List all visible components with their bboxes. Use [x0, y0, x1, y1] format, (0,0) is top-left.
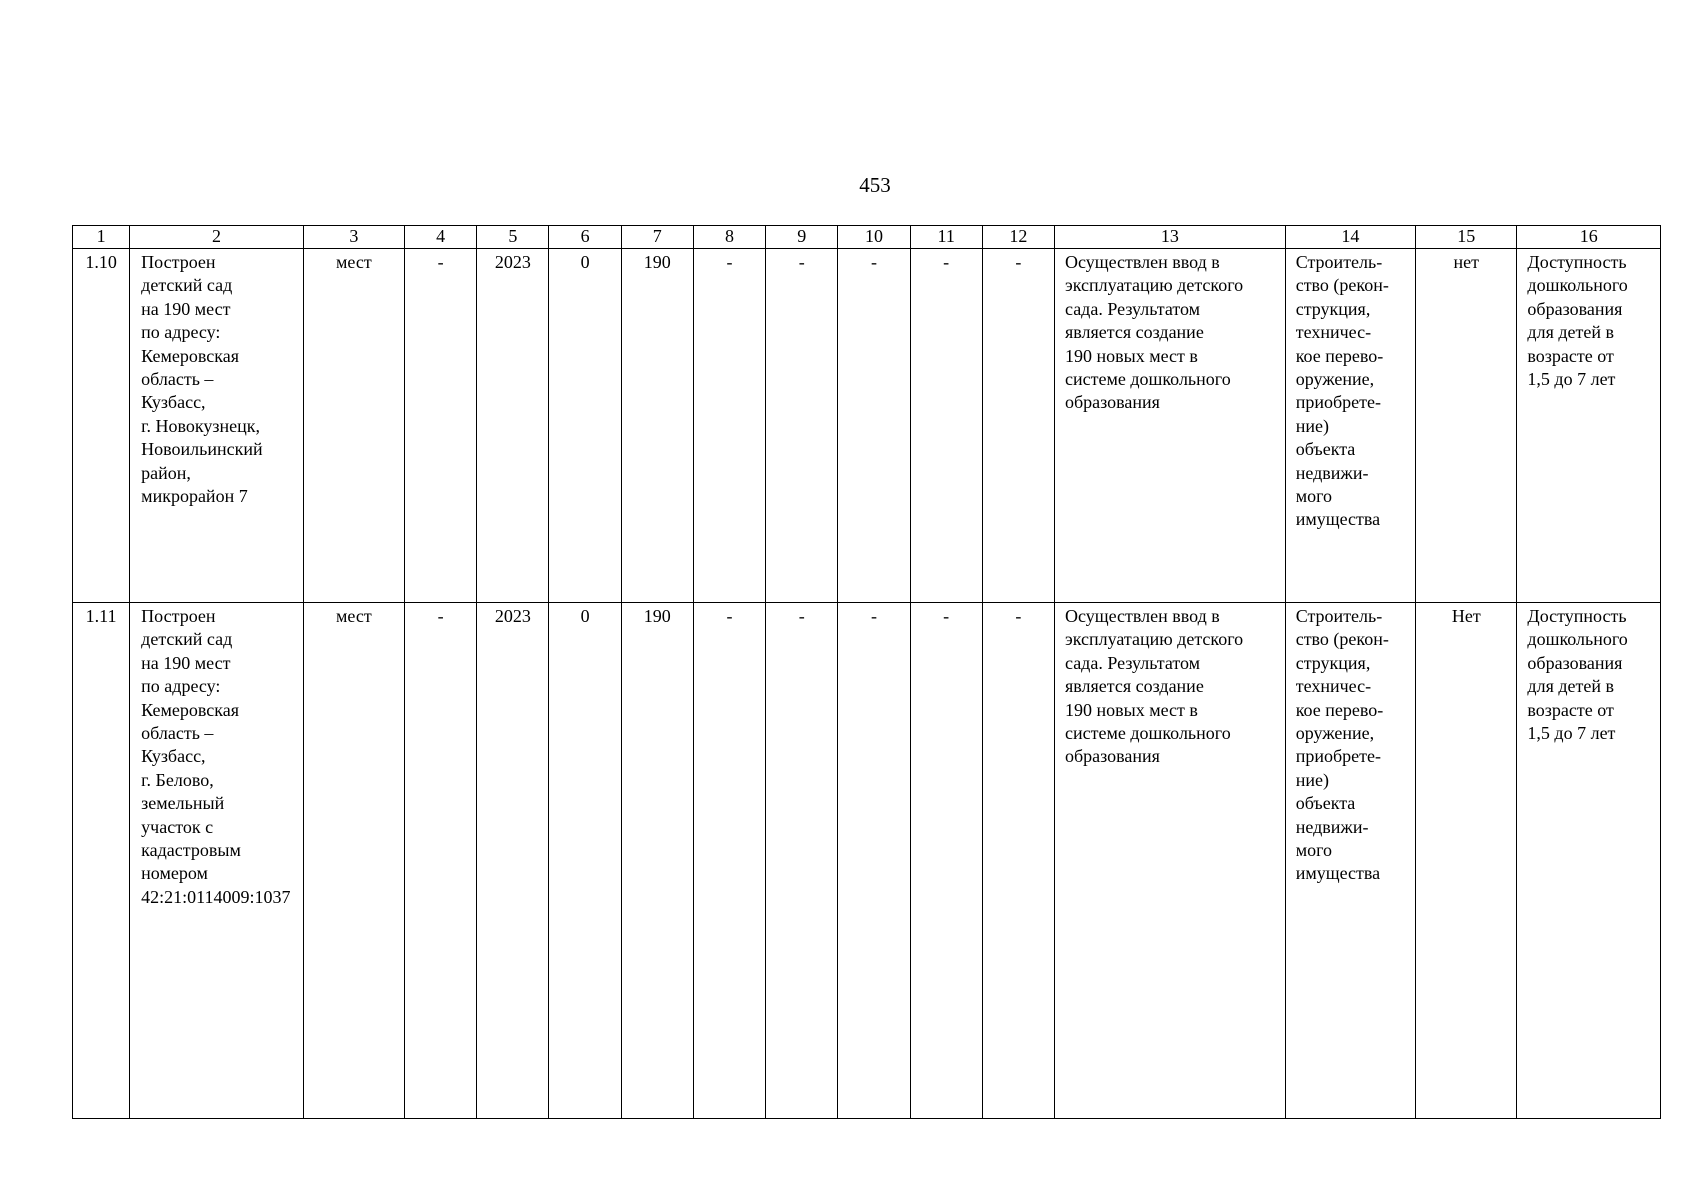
- result-name-cell: Построен детский сад на 190 мест по адресу: Кемеровская область – Кузбасс, г. Новокузнецк, Новоильинский район, микрорайон 7: [130, 249, 304, 603]
- value-cell: -: [838, 603, 910, 1119]
- column-header: 14: [1285, 226, 1415, 249]
- value-cell: 190: [621, 249, 693, 603]
- value-cell: -: [910, 603, 982, 1119]
- column-header: 7: [621, 226, 693, 249]
- column-header: 13: [1054, 226, 1285, 249]
- value-cell: 190: [621, 603, 693, 1119]
- column-header: 15: [1416, 226, 1517, 249]
- value-cell: 0: [549, 603, 621, 1119]
- column-header: 2: [130, 226, 304, 249]
- row-number-cell: 1.10: [73, 249, 130, 603]
- column-header: 4: [405, 226, 477, 249]
- value-cell: -: [405, 249, 477, 603]
- column-header: 9: [766, 226, 838, 249]
- type-cell: Строитель- ство (рекон- струкция, техничес- кое перево- оружение, приобрете- ние) объекта недвижи- мого имущества: [1285, 249, 1415, 603]
- column-header: 6: [549, 226, 621, 249]
- column-header: 5: [477, 226, 549, 249]
- flag-cell: нет: [1416, 249, 1517, 603]
- column-header: 10: [838, 226, 910, 249]
- table-row: [73, 249, 1661, 603]
- column-header: 8: [693, 226, 765, 249]
- year-cell: 2023: [477, 249, 549, 603]
- column-header: 3: [303, 226, 404, 249]
- row-number-cell: 1.11: [73, 603, 130, 1119]
- value-cell: -: [982, 603, 1054, 1119]
- column-header: 16: [1517, 226, 1661, 249]
- result-name-cell: Построен детский сад на 190 мест по адресу: Кемеровская область – Кузбасс, г. Белово, земельный участок с кадастровым номером 42:21:0114009:1037: [130, 603, 304, 1119]
- value-cell: -: [766, 603, 838, 1119]
- column-header: 11: [910, 226, 982, 249]
- value-cell: -: [405, 603, 477, 1119]
- unit-cell: мест: [303, 603, 404, 1119]
- table-header-row: [73, 226, 1661, 249]
- value-cell: -: [766, 249, 838, 603]
- flag-cell: Нет: [1416, 603, 1517, 1119]
- unit-cell: мест: [303, 249, 404, 603]
- type-cell: Строитель- ство (рекон- струкция, техничес- кое перево- оружение, приобрете- ние) объекта недвижи- мого имущества: [1285, 603, 1415, 1119]
- value-cell: 0: [549, 249, 621, 603]
- value-cell: -: [693, 603, 765, 1119]
- effect-cell: Доступность дошкольного образования для детей в возрасте от 1,5 до 7 лет: [1517, 249, 1661, 603]
- year-cell: 2023: [477, 603, 549, 1119]
- value-cell: -: [838, 249, 910, 603]
- value-cell: -: [910, 249, 982, 603]
- characteristic-cell: Осуществлен ввод в эксплуатацию детского сада. Результатом является создание 190 новых мест в системе дошкольного образования: [1054, 249, 1285, 603]
- data-table: [72, 225, 1661, 1119]
- page-number: 453: [859, 173, 891, 197]
- column-header: 12: [982, 226, 1054, 249]
- column-header: 1: [73, 226, 130, 249]
- effect-cell: Доступность дошкольного образования для детей в возрасте от 1,5 до 7 лет: [1517, 603, 1661, 1119]
- value-cell: -: [982, 249, 1054, 603]
- table-row: [73, 603, 1661, 1119]
- value-cell: -: [693, 249, 765, 603]
- characteristic-cell: Осуществлен ввод в эксплуатацию детского сада. Результатом является создание 190 новых мест в системе дошкольного образования: [1054, 603, 1285, 1119]
